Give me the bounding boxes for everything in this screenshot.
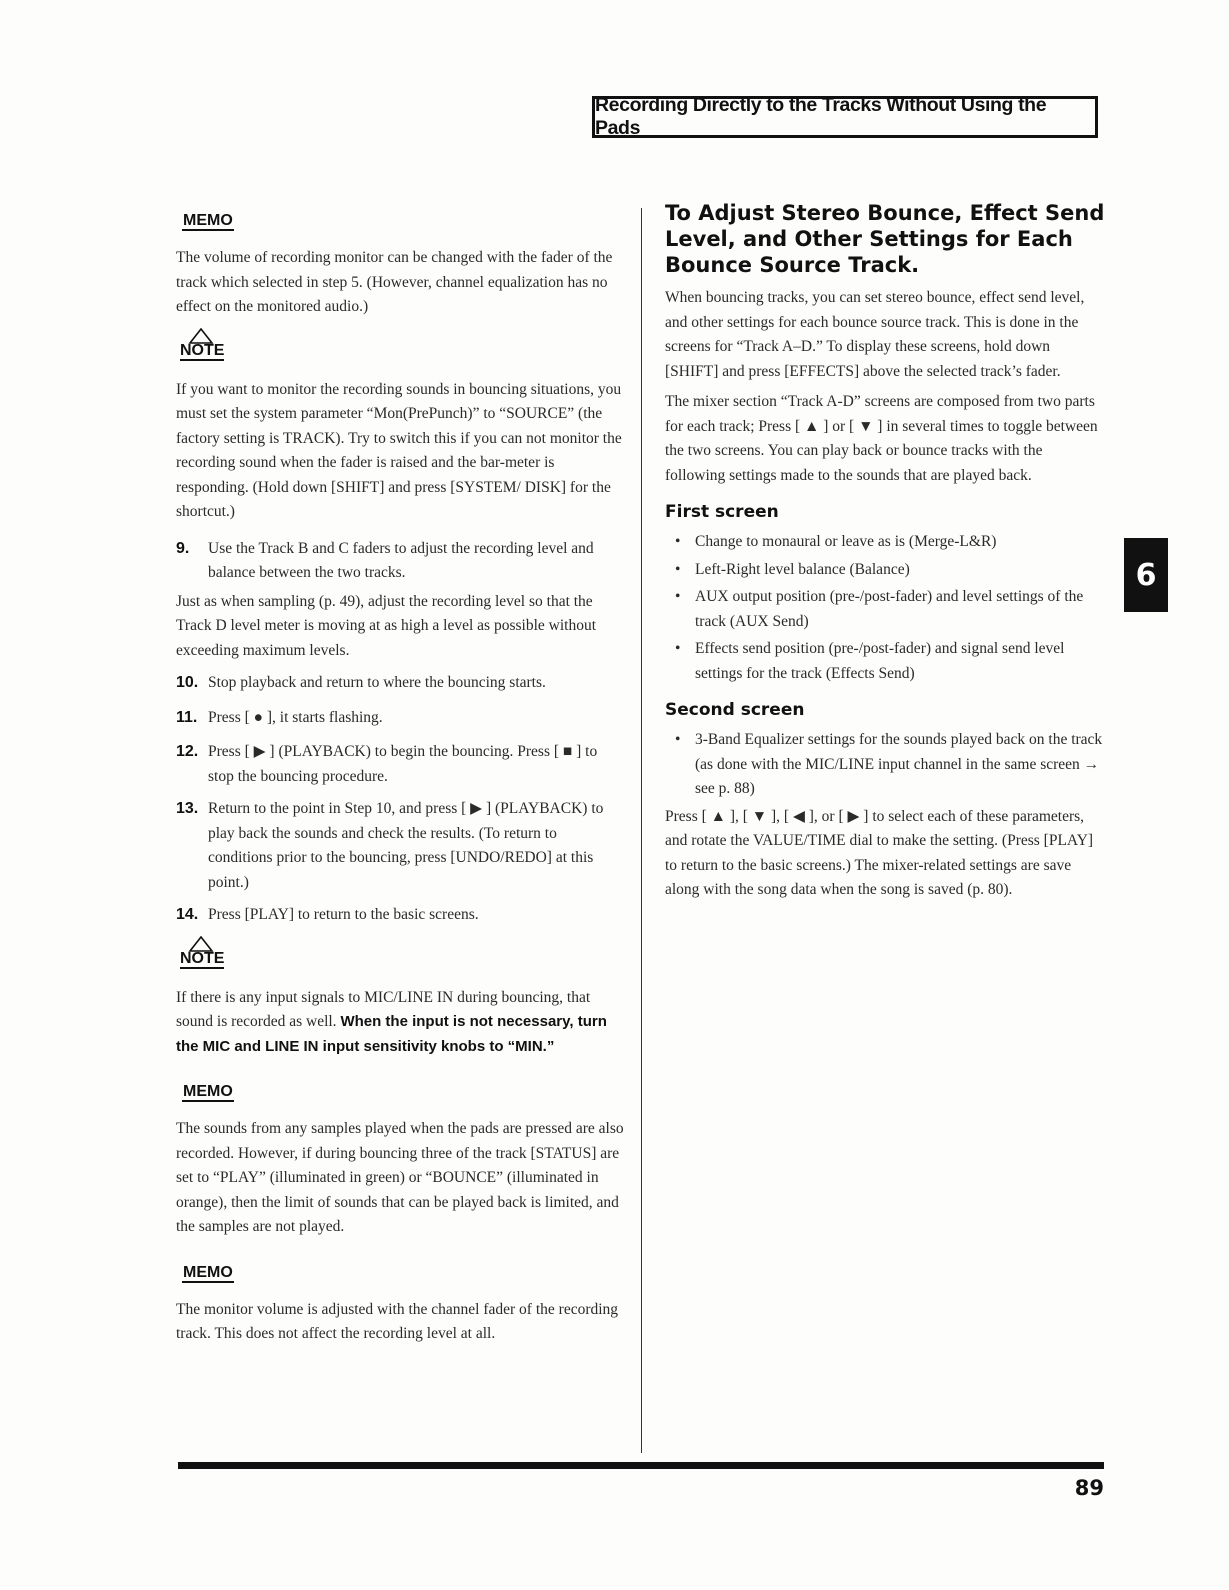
- list-item: • 3-Band Equalizer settings for the sounds played back on the track (as done with the MIC/LINE input channel in the same screen → see p. 88): [665, 728, 1105, 802]
- list-item: • AUX output position (pre-/post-fader) and level settings of the track (AUX Send): [665, 585, 1105, 634]
- memo-icon: MEMO: [183, 1083, 233, 1100]
- memo-text-1: The volume of recording monitor can be changed with the fader of the track which selected in step 5. (However, channel equalization has no effect on the monitored audio.): [176, 249, 613, 315]
- note-text-2-emphasis: When the input is not necessary, turn the MIC and LINE IN input sensitivity knobs to “MIN.”: [176, 1013, 607, 1055]
- chapter-tab: [1124, 538, 1168, 612]
- mixer-paragraph: The mixer section “Track A-D” screens are composed from two parts for each track; Press [ ▲ ] or [ ▼ ] in several times to toggle between the two screens. You can play back or bounce tracks with the following settings made to the sounds that are played back.: [665, 393, 1098, 484]
- step-9-explanation: Just as when sampling (p. 49), adjust the recording level so that the Track D level meter is moving at as high a level as possible without exceeding maximum levels.: [176, 592, 597, 659]
- left-column: [176, 210, 624, 1347]
- footer-rule: [178, 1462, 1104, 1469]
- note-text-1: If you want to monitor the recording sounds in bouncing situations, you must set the system parameter “Mon(PrePunch)” to “SOURCE” (the factory setting is TRACK). Try to switch this if you can not monitor the recording sound when the fader is raised and the bar-meter is responding. (Hold down [SHIFT] and press [SYSTEM/ DISK] for the shortcut.): [176, 380, 622, 520]
- step-13: [176, 797, 624, 895]
- step-14: [176, 903, 624, 928]
- memo-icon: MEMO: [183, 212, 233, 229]
- step-10: [176, 671, 624, 696]
- list-item: • Left-Right level balance (Balance): [665, 558, 1105, 583]
- step-11: [176, 706, 624, 731]
- step-text: Press [ ● ], it starts flashing.: [208, 708, 383, 726]
- list-item: • Effects send position (pre-/post-fader) and signal send level settings for the track (Effects Send): [665, 637, 1105, 686]
- memo-icon: MEMO: [183, 1263, 233, 1281]
- step-text: Stop playback and return to where the bouncing starts.: [208, 674, 546, 691]
- first-screen-list: [665, 530, 1105, 686]
- parameters-paragraph: Press [ ▲ ], [ ▼ ], [ ◀ ], or [ ▶ ] to select each of these parameters, and rotate the VALUE/TIME dial to make the setting. (Press [PLAY] to return to the basic screens.) The mixer-related settings are save along with the song data when the song is saved (p. 80).: [665, 807, 1094, 898]
- list-item: • Change to monaural or leave as is (Merge-L&R): [665, 530, 1105, 555]
- memo-text-3: The monitor volume is adjusted with the channel fader of the recording track. This does not affect the recording level at all.: [176, 1300, 619, 1342]
- running-header: [592, 96, 1098, 138]
- column-divider: [641, 208, 642, 1453]
- step-12: [176, 740, 624, 789]
- second-screen-heading: Second screen: [665, 700, 805, 720]
- chapter-number: 6: [1135, 557, 1157, 593]
- step-text: Press [ ▶ ] (PLAYBACK) to begin the bouncing. Press [ ■ ] to stop the bouncing procedure.: [208, 743, 598, 785]
- running-header-title: Recording Directly to the Tracks Without Using the Pads: [595, 94, 1047, 139]
- note-text-2-plain: If there is any input signals to MIC/LINE IN during bouncing, that sound is recorded as well.: [176, 988, 591, 1030]
- step-number: 10.: [176, 674, 199, 691]
- step-text: Return to the point in Step 10, and press [ ▶ ] (PLAYBACK) to play back the sounds and check the results. (To return to conditions prior to the bouncing, press [UNDO/REDO] at this point.): [208, 800, 604, 891]
- page-number: 89: [1074, 1476, 1104, 1500]
- step-9: [176, 537, 624, 586]
- note-icon: NOTE: [176, 950, 624, 986]
- step-number: 11.: [176, 708, 198, 726]
- right-column: [665, 200, 1105, 903]
- step-text: Press [PLAY] to return to the basic screens.: [208, 906, 479, 923]
- first-screen-heading: First screen: [665, 502, 779, 522]
- intro-paragraph: When bouncing tracks, you can set stereo bounce, effect send level, and other settings for each bounce source track. This is done in the screens for “Track A–D.” To display these screens, hold down [SHIFT] and press [EFFECTS] above the selected track’s fader.: [665, 289, 1085, 380]
- section-heading: To Adjust Stereo Bounce, Effect Send Level, and Other Settings for Each Bounce Source Track.: [665, 201, 1105, 277]
- step-number: 13.: [176, 800, 199, 817]
- memo-text-2: The sounds from any samples played when the pads are pressed are also recorded. However, if during bouncing three of the track [STATUS] are set to “PLAY” (illuminated in green) or “BOUNCE” (illuminated in orange), then the limit of sounds that can be played back is limited, and the samples are not played.: [176, 1120, 624, 1235]
- step-number: 9.: [176, 539, 190, 557]
- step-number: 14.: [176, 906, 199, 923]
- step-number: 12.: [176, 743, 199, 760]
- note-icon: NOTE: [176, 342, 624, 378]
- step-text: Use the Track B and C faders to adjust the recording level and balance between the two tracks.: [208, 539, 594, 581]
- note-text-2: [176, 986, 624, 1060]
- second-screen-list: [665, 728, 1105, 802]
